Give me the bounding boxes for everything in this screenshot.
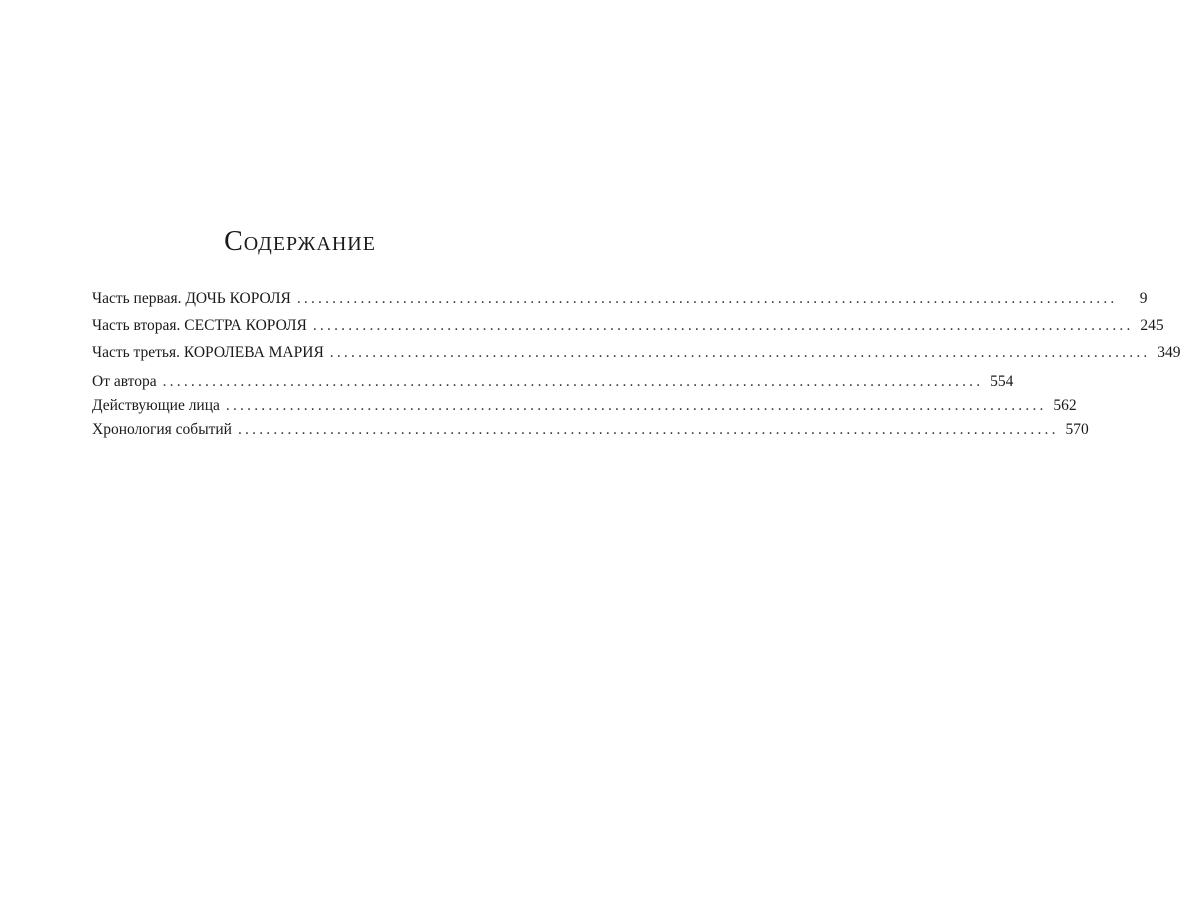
dot-leader: .................................................................................................................... xyxy=(312,317,1134,334)
toc-entry-label: Хронология событий xyxy=(92,421,232,438)
toc-entry xyxy=(92,416,1089,440)
dot-leader: .................................................................................................................... xyxy=(237,421,1059,438)
toc-entry-label: Часть первая. ДОЧЬ КОРОЛЯ xyxy=(92,290,291,307)
dot-leader: .................................................................................................................... xyxy=(296,290,1118,307)
toc-entry xyxy=(92,309,1164,336)
toc-entry-page: 570 xyxy=(1065,421,1089,438)
toc-entry xyxy=(92,392,1077,416)
toc-entry-page: 9 xyxy=(1139,290,1148,307)
toc-entry xyxy=(92,368,1014,392)
dot-leader: .................................................................................................................... xyxy=(225,397,1047,414)
toc-parts-list xyxy=(92,282,1180,363)
toc-entry-label: От автора xyxy=(92,373,157,390)
toc-entry-page: 554 xyxy=(990,373,1014,390)
contents-title: Содержание xyxy=(224,226,376,257)
toc-entry-page: 349 xyxy=(1157,344,1180,361)
toc-entry-page: 245 xyxy=(1140,317,1164,334)
toc-entry-label: Часть вторая. СЕСТРА КОРОЛЯ xyxy=(92,317,307,334)
dot-leader: .................................................................................................................... xyxy=(329,344,1151,361)
toc-entry-label: Часть третья. КОРОЛЕВА МАРИЯ xyxy=(92,344,324,361)
toc-entry xyxy=(92,336,1180,363)
toc-entry-label: Действующие лица xyxy=(92,397,220,414)
toc-appendix-list xyxy=(92,368,1089,440)
toc-entry xyxy=(92,282,1148,309)
toc-entry-page: 562 xyxy=(1053,397,1077,414)
dot-leader: .................................................................................................................... xyxy=(162,373,984,390)
